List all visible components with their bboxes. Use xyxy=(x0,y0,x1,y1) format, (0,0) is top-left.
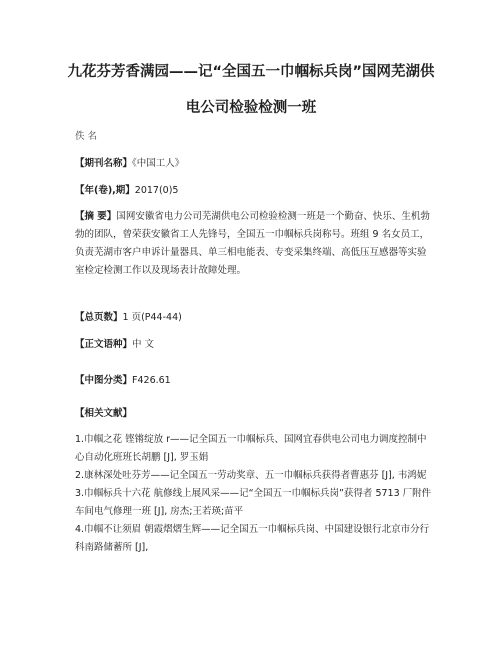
clc-field xyxy=(75,372,171,386)
reference-item-4[interactable]: 4.巾帼不让须眉 朝霞熠熠生辉——记全国五一巾帼标兵岗、中国建设银行北京市分行科南路储蓄所 [J], xyxy=(75,524,430,553)
related-literature-heading: 【相关文献】 xyxy=(75,408,133,419)
abstract-label: 【摘 要】 xyxy=(75,211,117,222)
language-label: 【正文语种】 xyxy=(75,339,133,350)
reference-item-1[interactable]: 1.巾帼之花 铿锵绽放 r——记全国五一巾帼标兵、国网宜春供电公司电力调度控制中心自动化班班长胡鹏 [J], 罗玉娟 xyxy=(75,434,427,463)
abstract-text: 国网安徽省电力公司芜湖供电公司检验检测一班是一个勤奋、快乐、生机勃勃的团队，曾荣获安徽省工人先锋号，全国五一巾帼标兵岗称号。班组 9 名女员工，负责芜湖市客户申诉计量器具、单三相电能表、专变采集终端、高低压互感器等实验室检定检测工作以及现场表计故障处理。 xyxy=(75,211,430,276)
journal-field xyxy=(75,155,184,169)
language-value: 中 文 xyxy=(132,339,155,350)
reference-item-2[interactable]: 2.康林深处吐芬芳——记全国五一劳动奖章、五一巾帼标兵获得者曹惠芬 [J], 韦鸿妮 xyxy=(75,470,427,481)
clc-value: F426.61 xyxy=(132,375,171,386)
reference-list xyxy=(75,431,435,557)
pages-value: 1 页(P44-44) xyxy=(122,312,182,323)
doc-title-line-1: 九花芬芳香满园——记“全国五一巾帼标兵岗”国网芜湖供 xyxy=(67,64,435,80)
year-issue-field xyxy=(75,182,178,196)
pages-field xyxy=(75,309,182,323)
abstract-field xyxy=(75,208,435,280)
clc-label: 【中图分类】 xyxy=(75,375,133,386)
journal-label: 【期刊名称】 xyxy=(75,158,133,169)
language-field xyxy=(75,336,154,350)
year-issue-value: 2017(0)5 xyxy=(134,185,179,196)
pages-label: 【总页数】 xyxy=(75,312,123,323)
doc-title-line-2: 电公司检验检测一班 xyxy=(185,100,317,116)
year-issue-label: 【年(卷),期】 xyxy=(75,185,135,196)
author: 佚 名 xyxy=(75,131,98,142)
journal-value: 《中国工人》 xyxy=(132,158,185,169)
reference-item-3[interactable]: 3.巾帼标兵十六花 航修线上展风采——记“全国五一巾帼标兵岗”获得者 5713 厂附件车间电气修理一班 [J], 房杰;王若瑛;苗平 xyxy=(75,488,432,517)
